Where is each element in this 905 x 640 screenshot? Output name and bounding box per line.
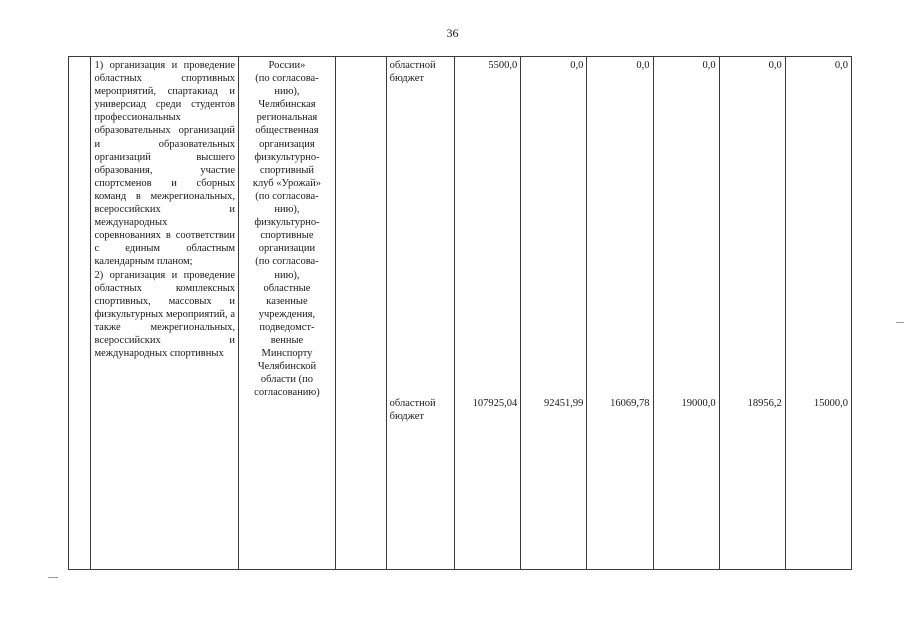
amount-row2-year-5: 15000,0 — [813, 398, 848, 409]
scan-mark-left — [48, 577, 58, 578]
amount-cell-total — [455, 57, 521, 570]
amount-row1-year-5: 0,0 — [834, 60, 848, 71]
funding-source-cell — [386, 57, 454, 570]
amount-row1-year-2: 0,0 — [636, 60, 650, 71]
scan-mark-right — [896, 322, 904, 323]
empty-cell — [335, 57, 386, 570]
amount-cell-year-1 — [521, 57, 587, 570]
executors-cell — [239, 57, 336, 570]
amount-row2-year-1: 92451,99 — [544, 398, 584, 409]
amount-row1-year-4: 0,0 — [768, 60, 782, 71]
number-cell — [69, 57, 91, 570]
amount-row2-year-4: 18956,2 — [747, 398, 782, 409]
amount-row1-year-3: 0,0 — [702, 60, 716, 71]
amount-row2-year-3: 19000,0 — [681, 398, 716, 409]
funding-source-1: областной бюджет — [389, 60, 436, 85]
amount-cell-year-3 — [653, 57, 719, 570]
funding-source-2: областной бюджет — [389, 398, 436, 423]
amount-row2-total: 107925,04 — [472, 398, 518, 409]
table-row — [69, 57, 852, 570]
amount-row2-year-2: 16069,78 — [610, 398, 650, 409]
page-number: 36 — [446, 26, 459, 40]
executors-text: России» (по согласова- нию), Челябинская региональная общественная организация физкультурно- спортивный клуб «Урожай» (по согласова- нию), физкультурно- спортивные организации (по согласова- нию), областные казенные учреждения, подведомст- венные Минспорту Челябинской области (по согласованию) — [252, 60, 322, 399]
activity-description: 1) организация и проведение областных спортивных мероприятий, спартакиад и универсиад среди студентов профессиональных образовательных организаций и образовательных организаций высшего образования, участие спортсменов и сборных команд в межрегиональных, всероссийских и международных соревнованиях в соответствии с единым областным календарным планом; 2) организация и проведение областных комплексных спортивных, массовых и физкультурных мероприятий, а также межрегиональных, всероссийских и международных спортивных — [94, 60, 236, 360]
budget-table — [68, 56, 852, 570]
amount-cell-year-4 — [719, 57, 785, 570]
description-cell — [91, 57, 239, 570]
amount-row1-total: 5500,0 — [488, 60, 518, 71]
amount-row1-year-1: 0,0 — [570, 60, 584, 71]
amount-cell-year-2 — [587, 57, 653, 570]
amount-cell-year-5 — [785, 57, 851, 570]
